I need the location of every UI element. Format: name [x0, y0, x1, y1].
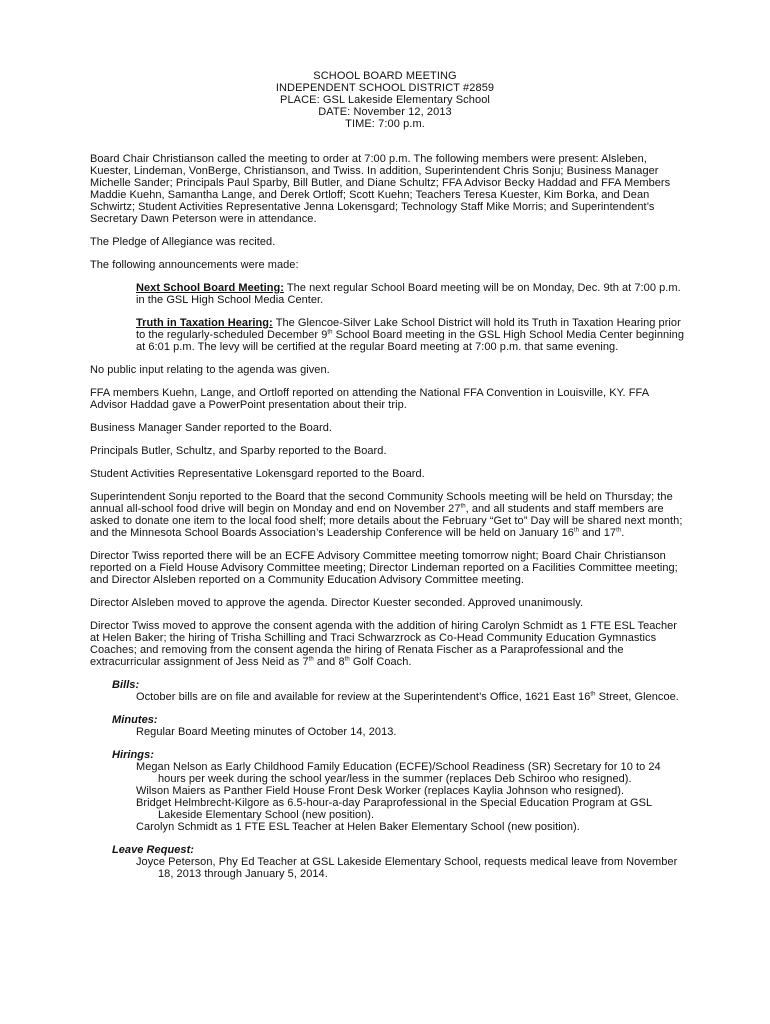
item-text: Street, Glencoe. [595, 691, 679, 703]
paragraph-text: and 17 [579, 527, 617, 539]
list-item: Joyce Peterson, Phy Ed Teacher at GSL Lakeside Elementary School, requests medical leave from November 18, 2013 through January 5, 2014. [136, 856, 678, 880]
call-to-order-paragraph: Board Chair Christianson called the meeting to order at 7:00 p.m. The following members were present: Alsleben, Kuester, Lindeman, VonBerge, Christianson, and Twiss. In addition, Superintendent Chris Sonju; Business Manager Michelle Sander; Principals Paul Sparby, Bill Butler, and Diane Schultz; FFA Advisor Becky Haddad and FFA Members Maddie Kuehn, Samantha Lange, and Derek Ortloff; Scott Kuehn; Teachers Teresa Kuester, Kim Borka, and Dean Schwirtz; Student Activities Representative Jenna Lokensgard; Technology Staff Mike Morris; and Superintendent’s Secretary Dawn Peterson were in attendance. [90, 153, 671, 225]
list-item: Carolyn Schmidt as 1 FTE ESL Teacher at Helen Baker Elementary School (new position). [136, 821, 580, 833]
bills-section [112, 679, 686, 703]
ordinal-suffix: th [308, 656, 314, 663]
section-title: Bills: [112, 679, 140, 691]
hirings-section [112, 749, 686, 833]
list-item: Regular Board Meeting minutes of October 14, 2013. [136, 726, 397, 738]
ordinal-suffix: th [460, 503, 466, 510]
ordinal-suffix: th [590, 691, 596, 698]
announcement-title: Truth in Taxation Hearing: [136, 317, 273, 329]
ordinal-suffix: th [616, 527, 622, 534]
section-title: Leave Request: [112, 844, 195, 856]
meeting-header [0, 70, 770, 130]
paragraph-text: , and all students and staff members are asked to donate one item to the local food shelf; more details about the February “Get to” Day will be shared next month; and the Minnesota School Boards Association’s Leadership Conference will be held on January 16 [90, 503, 683, 539]
announcement-truth-in-taxation [136, 317, 686, 353]
announcement-text: The next regular School Board meeting will be on Monday, Dec. 9th at 7:00 p.m. in the GSL High School Media Center. [136, 282, 681, 306]
agenda-motion-paragraph: Director Alsleben moved to approve the agenda. Director Kuester seconded. Approved unanimously. [90, 597, 584, 609]
student-rep-paragraph: Student Activities Representative Lokensgard reported to the Board. [90, 468, 425, 480]
ordinal-suffix: th [327, 329, 333, 336]
minutes-section [112, 714, 686, 738]
superintendent-report-paragraph [90, 491, 686, 539]
director-reports-paragraph: Director Twiss reported there will be an ECFE Advisory Committee meeting tomorrow night; Board Chair Christianson reported on a Field House Advisory Committee meeting; Director Lindeman reported on a Facilities Committee meeting; and Director Alsleben reported on a Community Education Advisory Committee meeting. [90, 550, 678, 586]
announcement-title: Next School Board Meeting: [136, 282, 284, 294]
list-item [136, 691, 686, 703]
section-title: Hirings: [112, 749, 154, 761]
header-time: TIME: 7:00 p.m. [345, 118, 425, 130]
paragraph-text: and 8 [313, 656, 345, 668]
principals-paragraph: Principals Butler, Schultz, and Sparby reported to the Board. [90, 445, 387, 457]
announcement-next-meeting [136, 282, 686, 306]
list-item: Wilson Maiers as Panther Field House Front Desk Worker (replaces Kaylia Johnson who resigned). [136, 785, 625, 797]
item-text: October bills are on file and available for review at the Superintendent’s Office, 1621 East 16 [136, 691, 591, 703]
header-title: SCHOOL BOARD MEETING [313, 70, 457, 82]
announcement-text: The Glencoe-Silver Lake School District will hold its Truth in Taxation Hearing prior to the regularly-scheduled December 9 [136, 317, 681, 341]
announcements-intro: The following announcements were made: [90, 259, 299, 271]
list-item: Bridget Helmbrecht-Kilgore as 6.5-hour-a-day Paraprofessional in the Special Education Program at GSL Lakeside Elementary School (new position). [136, 797, 652, 821]
ffa-report-paragraph: FFA members Kuehn, Lange, and Ortloff reported on attending the National FFA Convention in Louisville, KY. FFA Advisor Haddad gave a PowerPoint presentation about their trip. [90, 387, 649, 411]
header-district: INDEPENDENT SCHOOL DISTRICT #2859 [275, 82, 495, 94]
header-place: PLACE: GSL Lakeside Elementary School [280, 94, 490, 106]
public-input-paragraph: No public input relating to the agenda was given. [90, 364, 330, 376]
paragraph-text: Director Twiss moved to approve the consent agenda with the addition of hiring Carolyn Schmidt as 1 FTE ESL Teacher at Helen Baker; the hiring of Trisha Schilling and Traci Schwarzrock as Co-Head Community Education Gymnastics Coaches; and removing from the consent agenda the hiring of Renata Fischer as a Paraprofessional and the extracurricular assignment of Jess Neid as 7 [90, 620, 678, 668]
ordinal-suffix: th [344, 656, 350, 663]
list-item: Megan Nelson as Early Childhood Family Education (ECFE)/School Readiness (SR) Secretary for 10 to 24 hours per week during the school year/less in the summer (replaces Deb Schiroo who resigned). [136, 761, 661, 785]
minutes-body [90, 153, 686, 891]
pledge-paragraph: The Pledge of Allegiance was recited. [90, 236, 276, 248]
leave-request-section [112, 844, 686, 880]
business-manager-paragraph: Business Manager Sander reported to the Board. [90, 422, 333, 434]
paragraph-text: . [621, 527, 625, 539]
ordinal-suffix: th [573, 527, 580, 534]
announcement-text: School Board meeting in the GSL High School Media Center beginning at 6:01 p.m. The levy will be certified at the regular Board meeting at 7:00 p.m. that same evening. [136, 329, 685, 353]
header-date: DATE: November 12, 2013 [318, 106, 452, 118]
paragraph-text: Superintendent Sonju reported to the Board that the second Community Schools meeting will be held on Thursday; the annual all-school food drive will begin on Monday and end on November 27 [90, 491, 673, 515]
paragraph-text: Golf Coach. [349, 656, 412, 668]
consent-agenda-paragraph [90, 620, 686, 668]
section-title: Minutes: [112, 714, 158, 726]
